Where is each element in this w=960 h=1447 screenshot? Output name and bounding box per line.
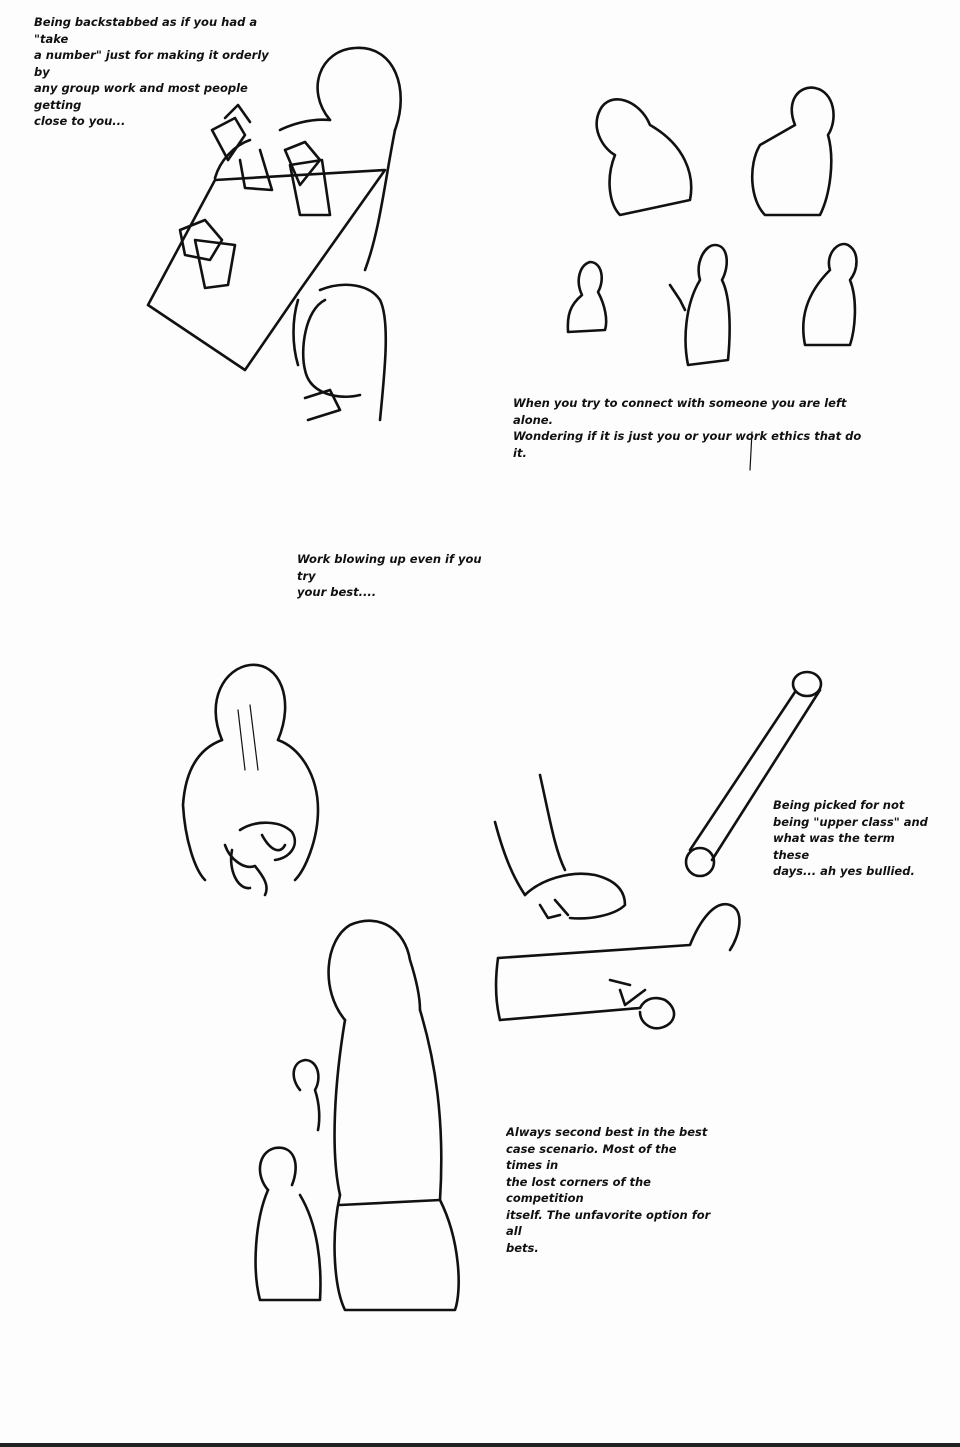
page-bottom-edge — [0, 1443, 960, 1447]
worried-figure-drawing — [183, 665, 318, 895]
bat-bullied-drawing — [495, 672, 821, 1028]
caption-bullied: Being picked for not being "upper class" and what was the term these days... ah yes bullied. — [773, 798, 928, 878]
caption-backstabbed: Being backstabbed as if you had a "take a number" just for making it orderly by any group work and most people getting close to you... — [34, 15, 269, 128]
lonely-figures-drawing — [568, 88, 857, 470]
second-best-figures-drawing — [256, 921, 459, 1310]
caption-connect: When you try to connect with someone you are left alone. Wondering if it is just you or your work ethics that do it. — [513, 396, 862, 460]
caption-work: Work blowing up even if you try your best.... — [297, 552, 482, 599]
backstab-figure-drawing — [148, 48, 401, 420]
caption-second-best: Always second best in the best case scenario. Most of the times in the lost corners of the competition itself. The unfavorite option for all bets. — [506, 1125, 711, 1255]
